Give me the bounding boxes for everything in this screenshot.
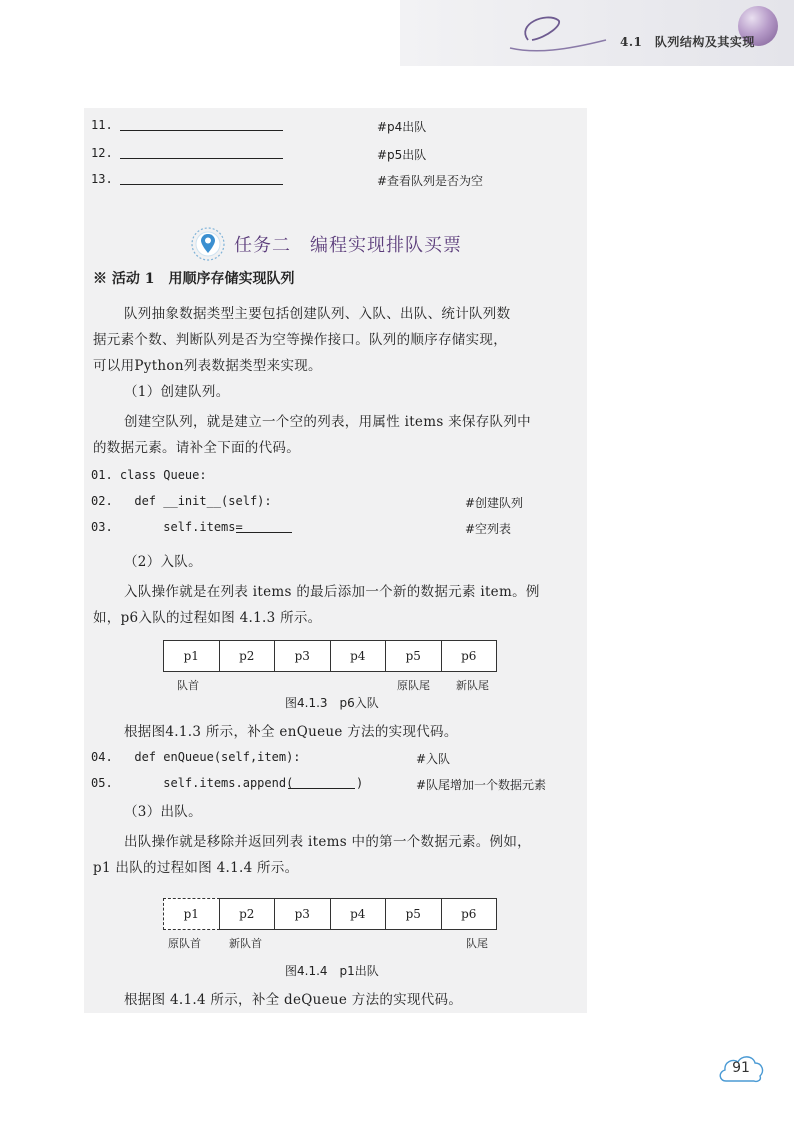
code-line: 03. self.items= [91,520,243,534]
location-pin-icon [190,226,226,262]
queue-cell: p6 [441,898,498,930]
queue-cell: p4 [330,898,387,930]
queue-label: 队首 [177,679,199,692]
queue-label: 新队尾 [456,679,489,692]
paragraph-line: p1 出队的过程如图 4.1.4 所示。 [93,860,299,876]
code-comment: #创建队列 [465,496,524,510]
queue-cell: p2 [219,898,276,930]
code-comment: #入队 [416,752,451,766]
paragraph-line: 队列抽象数据类型主要包括创建队列、入队、出队、统计队列数 [124,306,511,322]
queue-label: 原队首 [168,937,201,950]
queue-cell: p2 [219,640,276,672]
figure-caption: 图4.1.3 p6入队 [285,696,379,710]
step-heading: （3）出队。 [124,804,202,820]
paragraph-line: 如，p6入队的过程如图 4.1.3 所示。 [93,610,322,626]
queue-diagram-dequeue [164,898,497,930]
figure-caption: 图4.1.4 p1出队 [285,964,379,978]
answer-blank[interactable] [288,788,355,789]
queue-cell: p1 [163,640,220,672]
queue-label: 原队尾 [397,679,430,692]
paragraph-line: 根据图 4.1.4 所示，补全 deQueue 方法的实现代码。 [124,992,463,1008]
swoosh-logo-icon [506,10,616,54]
code-comment: #队尾增加一个数据元素 [416,778,547,792]
code-comment: #p4出队 [377,120,427,134]
step-heading: （1）创建队列。 [124,384,230,400]
queue-label: 队尾 [466,937,488,950]
queue-cell: p6 [441,640,498,672]
queue-cell: p4 [330,640,387,672]
code-line: 02. def __init__(self): [91,494,272,508]
paragraph-line: 的数据元素。请补全下面的代码。 [93,440,300,456]
paragraph-line: 出队操作就是移除并返回列表 items 中的第一个数据元素。例如， [124,834,531,850]
code-comment: #空列表 [465,522,512,536]
activity-heading: ※ 活动 1 用顺序存储实现队列 [93,271,295,287]
fill-line-number: 12. [91,146,113,160]
code-comment: #p5出队 [377,148,427,162]
paragraph-line: 可以用Python列表数据类型来实现。 [93,358,322,374]
answer-blank[interactable] [120,158,283,159]
paragraph-line: 创建空队列，就是建立一个空的列表，用属性 items 来保存队列中 [124,414,531,430]
fill-line-number: 11. [91,118,113,132]
chapter-title: 4.1 队列结构及其实现 [620,35,755,49]
queue-cell: p5 [385,640,442,672]
queue-diagram-enqueue [164,640,497,672]
step-heading: （2）入队。 [124,554,202,570]
queue-cell: p3 [274,898,331,930]
paragraph-line: 据元素个数、判断队列是否为空等操作接口。队列的顺序存储实现， [93,332,507,348]
paragraph-line: 根据图4.1.3 所示，补全 enQueue 方法的实现代码。 [124,724,458,740]
fill-line-number: 13. [91,172,113,186]
answer-blank[interactable] [236,532,292,533]
queue-label: 新队首 [229,937,262,950]
code-line: ) [356,776,364,790]
queue-cell: p5 [385,898,442,930]
task-title: 任务二 编程实现排队买票 [234,235,462,256]
queue-cell-removed: p1 [163,898,220,930]
answer-blank[interactable] [120,130,283,131]
code-line: 05. self.items.append( [91,776,294,790]
code-line: 01. class Queue: [91,468,207,482]
code-line: 04. def enQueue(self,item): [91,750,301,764]
page-number: 91 [732,1060,750,1076]
code-comment: #查看队列是否为空 [377,174,484,188]
queue-cell: p3 [274,640,331,672]
paragraph-line: 入队操作就是在列表 items 的最后添加一个新的数据元素 item。例 [124,584,540,600]
answer-blank[interactable] [120,184,283,185]
